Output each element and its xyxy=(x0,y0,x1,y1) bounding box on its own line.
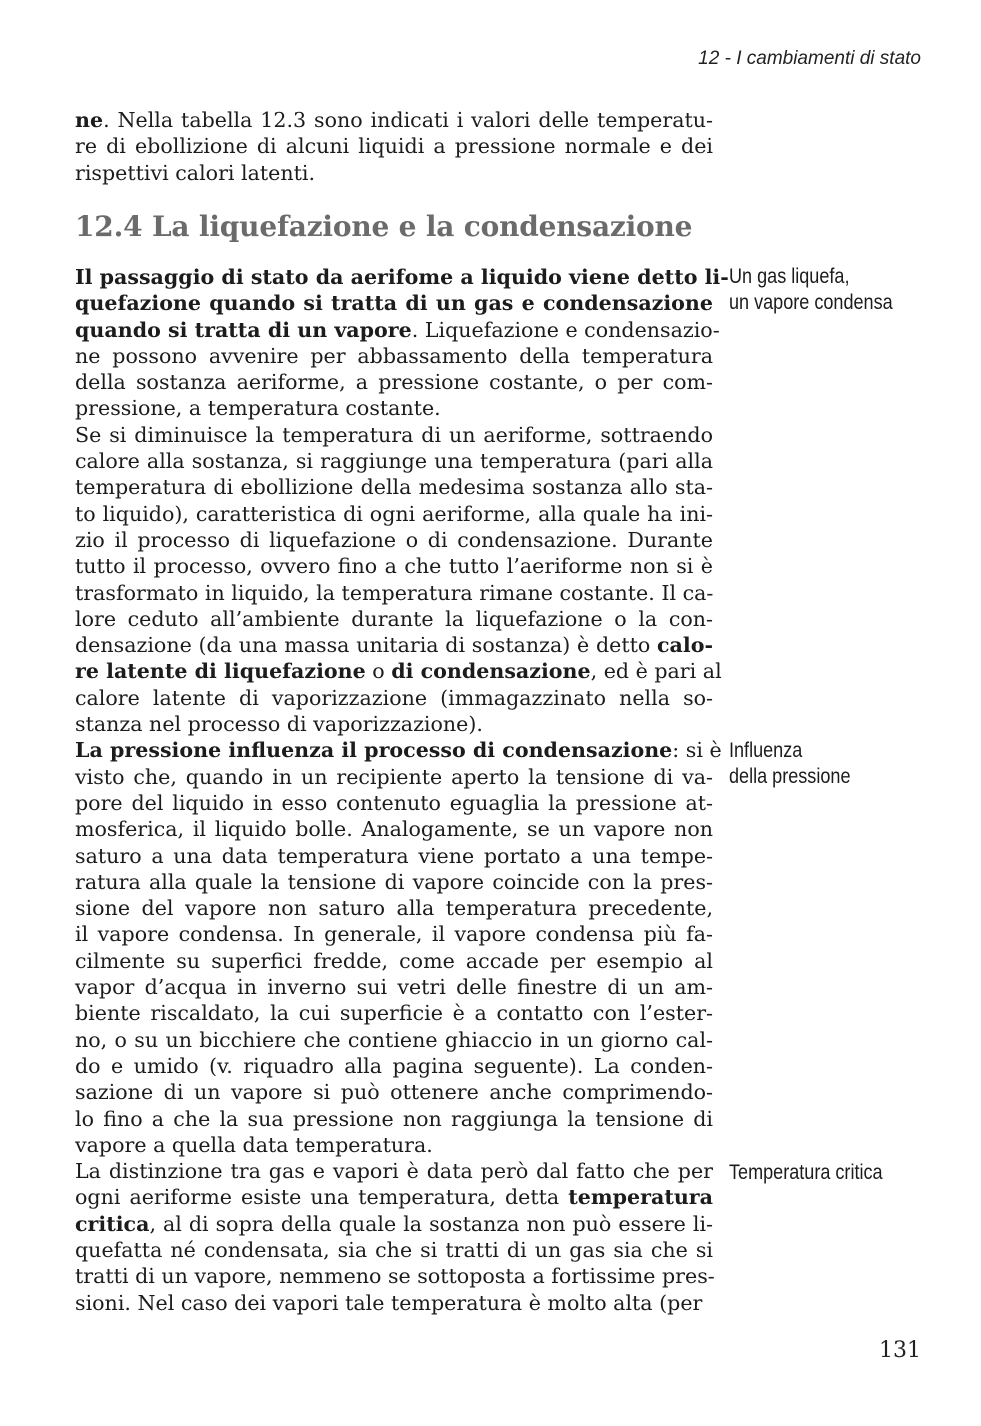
text-run: do e umido (v. riquadro alla pagina seguente). La conden- xyxy=(75,1053,713,1078)
text-line xyxy=(75,290,713,316)
text-run: trasformato in liquido, la temperatura rimane costante. Il ca- xyxy=(75,580,714,605)
bold-term: calo- xyxy=(657,633,713,658)
text-run: visto che, quando in un recipiente aperto la tensione di va- xyxy=(75,764,713,789)
body-text xyxy=(75,264,729,1316)
text-line xyxy=(75,685,713,711)
margin-note-line: della pressione xyxy=(729,765,851,789)
text-run: pore del liquido in esso contenuto eguaglia la pressione at- xyxy=(75,790,713,815)
text-line xyxy=(75,1237,713,1263)
text-run: vapore a quella data temperatura. xyxy=(75,1132,433,1157)
text-line xyxy=(75,632,713,658)
text-line xyxy=(75,711,713,737)
text-line xyxy=(75,474,713,500)
text-line xyxy=(75,737,722,763)
text-line xyxy=(75,1211,713,1237)
text-run: calore alla sostanza, si raggiunge una temperatura (pari alla xyxy=(75,449,713,474)
text-line xyxy=(75,658,722,684)
text-run: . Nella tabella 12.3 sono indicati i valori delle temperatu- xyxy=(103,108,713,132)
text-run: cilmente su superfici fredde, come accade per esempio al xyxy=(75,948,713,973)
text-run: ratura alla quale la tensione di vapore coincide con la pres- xyxy=(75,869,713,894)
text-line xyxy=(75,974,713,1000)
text-line xyxy=(75,1184,713,1210)
margin-note-temperatura-critica xyxy=(729,1160,883,1186)
margin-note-influenza-pressione xyxy=(729,738,850,791)
text-line xyxy=(75,606,713,632)
text-run: quefatta né condensata, sia che si tratti di un gas sia che si xyxy=(75,1237,713,1262)
margin-note-line: un vapore condensa xyxy=(729,291,893,315)
text-run: no, o su un bicchiere che contiene ghiaccio in un giorno cal- xyxy=(75,1027,713,1052)
text-line xyxy=(75,869,713,895)
text-run: sazione di un vapore si può ottenere anche comprimendo- xyxy=(75,1080,713,1105)
text-line xyxy=(75,317,720,343)
text-run: biente riscaldato, la cui superficie è a contatto con l’ester- xyxy=(75,1001,713,1026)
text-line xyxy=(75,1079,713,1105)
bold-term: quefazione quando si tratta di un gas e condensazione xyxy=(75,291,713,316)
bold-term: temperatura xyxy=(568,1185,713,1210)
margin-note-line: Temperatura critica xyxy=(729,1161,883,1184)
text-run: sioni. Nel caso dei vapori tale temperatura è molto alta (per xyxy=(75,1290,703,1315)
text-line xyxy=(75,133,713,159)
text-run: saturo a una data temperatura viene portato a una tempe- xyxy=(75,843,713,868)
text-run: vapor d’acqua in inverno sui vetri delle finestre di un am- xyxy=(75,975,713,1000)
text-run: stanza nel processo di vaporizzazione). xyxy=(75,712,483,737)
text-run: to liquido), caratteristica di ogni aeriforme, alla quale ha ini- xyxy=(75,501,713,526)
text-line xyxy=(75,790,713,816)
text-line xyxy=(75,1000,713,1026)
text-run: re di ebollizione di alcuni liquidi a pressione normale e dei xyxy=(75,134,713,159)
text-line xyxy=(75,1027,713,1053)
text-run: rispettivi calori latenti. xyxy=(75,160,316,185)
text-line xyxy=(75,448,713,474)
text-line xyxy=(75,395,713,421)
text-line xyxy=(75,422,713,448)
text-line xyxy=(75,501,713,527)
text-line xyxy=(75,527,713,553)
text-line xyxy=(75,1263,713,1289)
text-run: pressione, a temperatura costante. xyxy=(75,396,441,421)
text-line xyxy=(75,343,713,369)
text-run: , ed è pari al xyxy=(590,659,722,684)
margin-note-gas-vapore xyxy=(729,264,893,317)
bold-term: ne xyxy=(75,108,104,132)
bold-term: quando si tratta di un vapore xyxy=(75,317,412,342)
text-run: lore ceduto all’ambiente durante la liquefazione o la con- xyxy=(75,606,713,631)
text-run: : si è xyxy=(672,738,722,763)
text-run: densazione (da una massa unitaria di sostanza) è detto xyxy=(75,633,657,658)
bold-term: di condensazione xyxy=(391,659,591,684)
text-line xyxy=(75,1158,713,1184)
text-line xyxy=(75,1053,713,1079)
text-run: zio il processo di liquefazione o di condensazione. Durante xyxy=(75,527,713,552)
text-line xyxy=(75,1106,713,1132)
text-run: calore latente di vaporizzazione (immagazzinato nella so- xyxy=(75,685,713,710)
text-run: Se si diminuisce la temperatura di un aeriforme, sottraendo xyxy=(75,422,713,447)
page-number: 131 xyxy=(879,1338,921,1363)
bold-term: La pressione influenza il processo di condensazione xyxy=(75,738,673,763)
text-run: ogni aeriforme esiste una temperatura, detta xyxy=(75,1185,569,1210)
bold-term: re latente di liquefazione xyxy=(75,659,366,684)
text-run: della sostanza aeriforme, a pressione costante, o per com- xyxy=(75,370,713,395)
text-line xyxy=(75,816,713,842)
intro-paragraph xyxy=(75,107,713,186)
text-run: tutto il processo, ovvero fino a che tutto l’aeriforme non si è xyxy=(75,554,713,579)
text-line xyxy=(75,843,713,869)
text-line xyxy=(75,369,713,395)
text-run: sione del vapore non saturo alla temperatura precedente, xyxy=(75,896,713,921)
text-line xyxy=(75,553,713,579)
running-head: 12 - I cambiamenti di stato xyxy=(698,48,921,69)
text-line xyxy=(75,764,713,790)
bold-term: Il passaggio di stato da aerifome a liquido viene detto li- xyxy=(75,265,729,289)
text-line xyxy=(75,1132,713,1158)
margin-note-line: Influenza xyxy=(729,739,803,762)
text-line xyxy=(75,160,713,186)
text-line xyxy=(75,107,713,133)
text-run: ne possono avvenire per abbassamento della temperatura xyxy=(75,343,713,368)
text-line xyxy=(75,948,713,974)
text-line xyxy=(75,580,713,606)
text-run: La distinzione tra gas e vapori è data però dal fatto che per xyxy=(75,1159,713,1184)
text-run: mosferica, il liquido bolle. Analogamente, se un vapore non xyxy=(75,817,713,842)
text-run: o xyxy=(365,659,392,684)
text-run: temperatura di ebollizione della medesima sostanza allo sta- xyxy=(75,475,713,500)
text-run: il vapore condensa. In generale, il vapore condensa più fa- xyxy=(75,922,713,947)
text-line xyxy=(75,921,713,947)
text-line xyxy=(75,895,713,921)
bold-term: critica xyxy=(75,1211,150,1236)
text-line xyxy=(75,264,729,290)
section-heading: 12.4 La liquefazione e la condensazione xyxy=(75,210,693,243)
margin-note-line: Un gas liquefa, xyxy=(729,265,850,288)
text-run: , al di sopra della quale la sostanza non può essere li- xyxy=(149,1211,713,1236)
text-run: lo fino a che la sua pressione non raggiunga la tensione di xyxy=(75,1106,713,1131)
text-run: tratti di un vapore, nemmeno se sottoposta a fortissime pres- xyxy=(75,1264,715,1289)
text-run: . Liquefazione e condensazio- xyxy=(411,317,720,342)
text-line xyxy=(75,1290,713,1316)
